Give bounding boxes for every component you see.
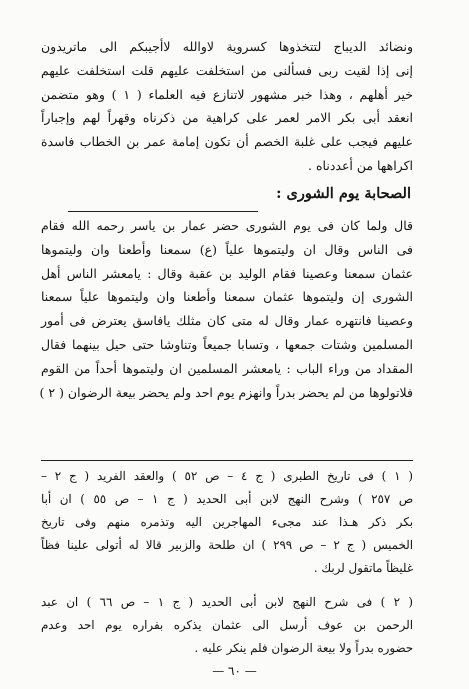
text-line: اكراهها من أعددناه . [308, 157, 413, 173]
footnote-line: ( ٢ ) فى شرح النهج لابن أبى الحديد ( ج ١ – ص ٦٦ ) ان عبد [41, 595, 413, 609]
text-line: ونضائد الديباج لتتخذوها كسروية لاوالله لاأجيبكم الى ماتريدون [41, 39, 413, 54]
paragraph-opening [41, 35, 413, 178]
heading-underline [68, 211, 258, 212]
footnote-line: غليظاً ماتقول لربك . [313, 561, 413, 575]
text-line: المسلمين وشتات جمعها ، وتسابا جميعاً وتناوشا حتى حيل بينهما فقال [41, 336, 413, 352]
footnote-line: الرحمن بن عوف أرسل الى عثمان يذكره بفراره يوم احد وعدم [41, 618, 413, 632]
text-line: قال ولما كان فى يوم الشورى حضر عمار بن ياسر رحمه الله فقام [41, 218, 413, 233]
text-line: فلاتولوها من لم يحضر بدراً وانهزم يوم احد ولم يحضر بيعة الرضوان ( ٢ ) [39, 384, 413, 400]
footnote-line: ( ١ ) فى تاريخ الطبرى ( ج ٤ – ص ٥٢ ) والعقد الفريد ( ج ٢ – [41, 469, 413, 483]
page-number: — ٦٠ — [212, 664, 257, 678]
text-line: انعقد أبى بكر الامر لعمر على كراهية من ذكرناه وقهراً لهم وإجباراً [41, 110, 413, 126]
footnote-line: ص ٢٥٧ ) وشرح النهج لابن أبى الحديد ( ج ١ – ص ٥٥ ) ان أبا [41, 492, 413, 506]
footnote-line: الخميس ( ج ٢ – ص ٢٩٩ ) ان طلحة والزبير قالا له أتولى علينا فظاً [41, 538, 413, 552]
text-line: الشورى إن وليتموها عثمان سمعنا وأطعنا وان وليتموها علياً سمعنا [41, 289, 413, 305]
text-line: عليهم فيجب على غلبة الخصم أن تكون إمامة عمر بن الخطاب فاسدة [41, 134, 413, 150]
text-line: وعصينا فانتهره عمار وقال له متى كان مثلك يافاسق يعترض فى أمور [41, 313, 413, 329]
text-line: عثمان سمعنا وعصينا فقام الوليد بن عقبة وقال : يامعشر الناس أهل [41, 265, 413, 281]
text-line: المقداد من وراء الباب : يامعشر المسلمين ان وليتموها أحداً من القوم [41, 360, 413, 376]
footnote-line: حضوره بدراً ولا بيعة الرضوان فلم ينكر عليه . [194, 641, 413, 655]
text-line: فى الناس وقال ان وليتموها علياً (ع) سمعنا وأطعنا وان وليتموها [41, 241, 413, 257]
paragraph-shura [41, 214, 413, 404]
section-heading: الصحابة يوم الشورى : [276, 185, 411, 202]
footnote-line: بكر ذكر هـذا عند مجىء المهاجرين اليه وتذمره منهم وفى تاريخ [41, 515, 413, 529]
text-line: إنى إذا لقيت ربى فسألنى من استخلفت عليهم قلت استخلفت عليهم [41, 62, 413, 78]
footnote-1 [41, 465, 413, 580]
footnote-divider [41, 460, 413, 461]
text-line: خير أهلهم ، وهذا خبر مشهور لاتنازع فيه العلماء ( ١ ) وهو متضمن [41, 86, 413, 102]
footnote-2 [41, 591, 413, 660]
